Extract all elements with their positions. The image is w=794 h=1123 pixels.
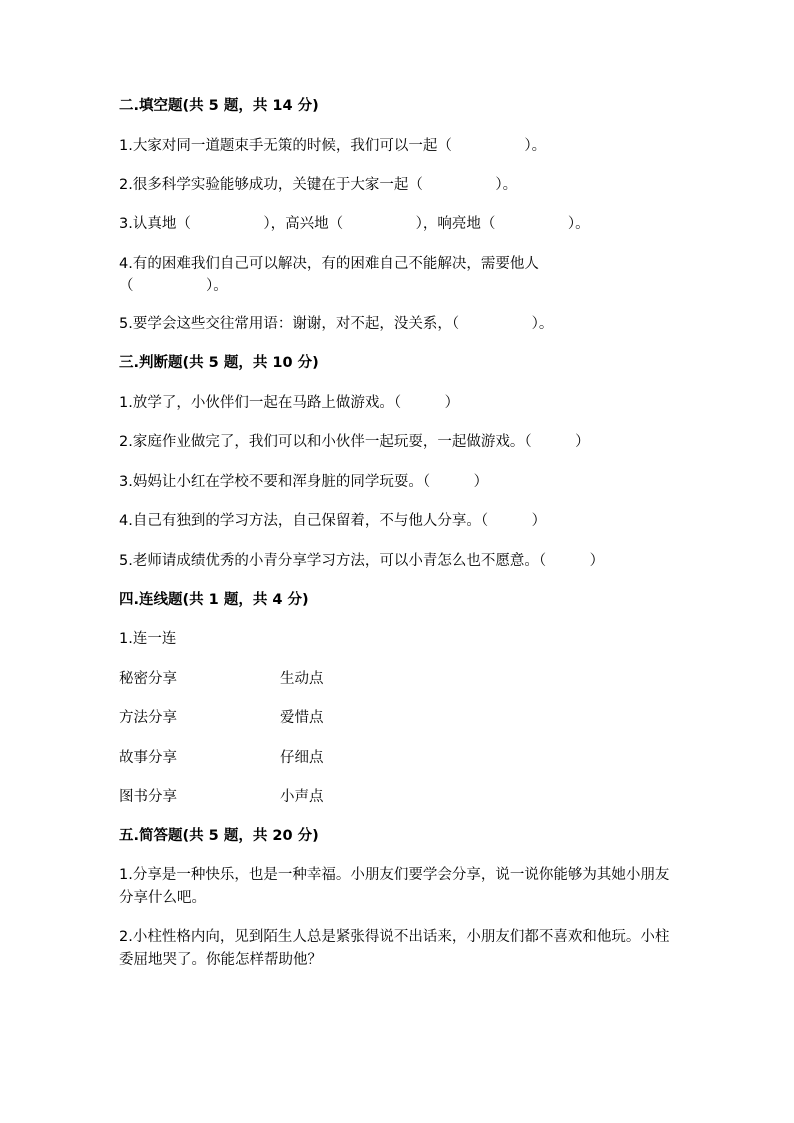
true-false-question-4: 4.自己有独到的学习方法，自己保留着，不与他人分享。（ ）	[119, 513, 547, 529]
matching-right-item: 仔细点	[280, 750, 324, 766]
section-title-fill-blank: 二.填空题(共 5 题，共 14 分)	[119, 98, 319, 114]
fill-blank-question-3: 3.认真地（ ），高兴地（ ），响亮地（ ）。	[119, 216, 590, 232]
matching-right-item: 爱惜点	[280, 710, 324, 726]
fill-blank-question-4-blank: （ ）。	[119, 278, 228, 294]
section-title-short-answer: 五.简答题(共 5 题，共 20 分)	[119, 828, 319, 844]
matching-left-item: 方法分享	[119, 710, 177, 726]
matching-right-item: 生动点	[280, 671, 324, 687]
section-title-matching: 四.连线题(共 1 题，共 4 分)	[119, 592, 309, 608]
matching-left-item: 秘密分享	[119, 671, 177, 687]
matching-left-item: 故事分享	[119, 750, 177, 766]
fill-blank-question-1: 1.大家对同一道题束手无策的时候，我们可以一起（ ）。	[119, 138, 547, 154]
matching-right-item: 小声点	[280, 789, 324, 805]
true-false-question-5: 5.老师请成绩优秀的小青分享学习方法，可以小青怎么也不愿意。（ ）	[119, 553, 605, 569]
matching-prompt: 1.连一连	[119, 631, 177, 647]
short-answer-question-1: 1.分享是一种快乐，也是一种幸福。小朋友们要学会分享，说一说你能够为其她小朋友分享什么吧。	[119, 867, 670, 906]
true-false-question-2: 2.家庭作业做完了，我们可以和小伙伴一起玩耍，一起做游戏。（ ）	[119, 434, 590, 450]
fill-blank-question-4: 4.有的困难我们自己可以解决，有的困难自己不能解决，需要他人	[119, 256, 539, 272]
true-false-question-1: 1.放学了，小伙伴们一起在马路上做游戏。（ ）	[119, 395, 460, 411]
true-false-question-3: 3.妈妈让小红在学校不要和浑身脏的同学玩耍。（ ）	[119, 474, 489, 490]
matching-left-item: 图书分享	[119, 789, 177, 805]
fill-blank-question-2: 2.很多科学实验能够成功，关键在于大家一起（ ）。	[119, 177, 518, 193]
fill-blank-question-5: 5.要学会这些交往常用语：谢谢，对不起，没关系，（ ）。	[119, 316, 554, 332]
section-title-true-false: 三.判断题(共 5 题，共 10 分)	[119, 355, 319, 371]
short-answer-question-2: 2.小柱性格内向，见到陌生人总是紧张得说不出话来，小朋友们都不喜欢和他玩。小柱委屈地哭了。你能怎样帮助他？	[119, 929, 670, 968]
